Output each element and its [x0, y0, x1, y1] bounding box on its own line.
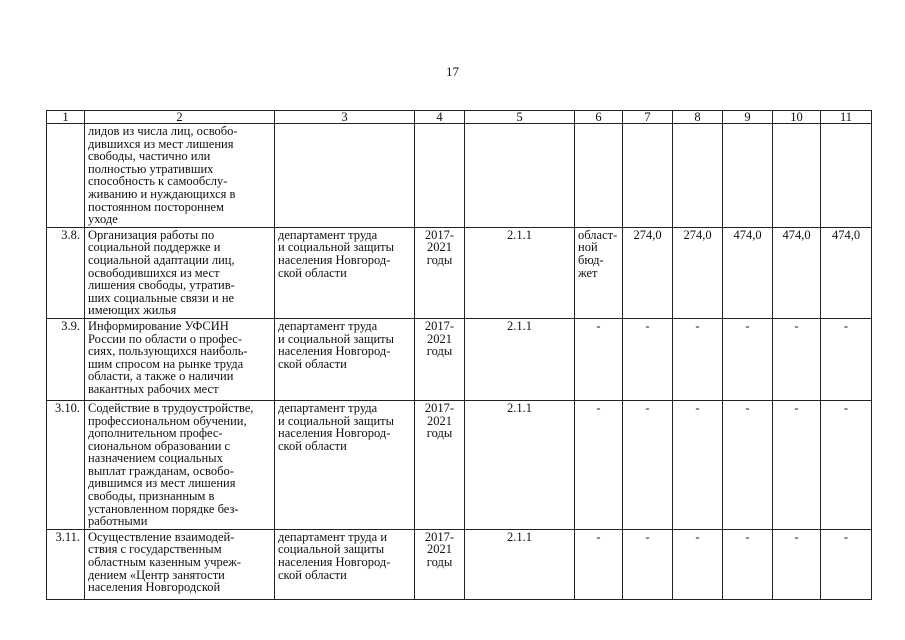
- value-col11: -: [821, 318, 872, 400]
- header-cell: 8: [673, 111, 723, 124]
- executor: департамент труда и социальной защиты населения Новгород- ской области: [275, 400, 415, 529]
- value-col7: [623, 124, 673, 228]
- header-cell: 6: [575, 111, 623, 124]
- value-col8: [673, 124, 723, 228]
- value-col10: -: [773, 318, 821, 400]
- table-row: [47, 529, 872, 599]
- task-ref: 2.1.1: [465, 529, 575, 599]
- value-col11: 474,0: [821, 227, 872, 318]
- funding-source: -: [575, 529, 623, 599]
- years: 2017- 2021 годы: [415, 529, 465, 599]
- value-col7: -: [623, 400, 673, 529]
- value-col10: -: [773, 400, 821, 529]
- task-ref: 2.1.1: [465, 227, 575, 318]
- header-cell: 11: [821, 111, 872, 124]
- funding-source: област- ной бюд- жет: [575, 227, 623, 318]
- value-col8: -: [673, 400, 723, 529]
- task-ref: [465, 124, 575, 228]
- value-col9: -: [723, 529, 773, 599]
- header-cell: 2: [85, 111, 275, 124]
- value-col8: 274,0: [673, 227, 723, 318]
- funding-source: [575, 124, 623, 228]
- measure-name: Информирование УФСИН России по области о профес- сиях, пользующихся наиболь- шим спросом на рынке труда области, а также о наличии вакантных рабочих мест: [85, 318, 275, 400]
- value-col9: -: [723, 400, 773, 529]
- executor: департамент труда и социальной защиты населения Новгород- ской области: [275, 318, 415, 400]
- row-number: 3.10.: [47, 400, 85, 529]
- table-row: [47, 227, 872, 318]
- program-table: [46, 110, 872, 600]
- funding-source: -: [575, 318, 623, 400]
- value-col11: -: [821, 400, 872, 529]
- measure-name: лидов из числа лиц, освобо- дившихся из мест лишения свободы, частично или полностью утративших способность к самообслу- живанию и нуждающихся в постоянном постороннем уходе: [85, 124, 275, 228]
- value-col10: 474,0: [773, 227, 821, 318]
- funding-source: -: [575, 400, 623, 529]
- value-col9: -: [723, 318, 773, 400]
- header-cell: 5: [465, 111, 575, 124]
- header-cell: 3: [275, 111, 415, 124]
- header-cell: 1: [47, 111, 85, 124]
- value-col11: -: [821, 529, 872, 599]
- value-col9: 474,0: [723, 227, 773, 318]
- years: 2017- 2021 годы: [415, 227, 465, 318]
- value-col8: -: [673, 529, 723, 599]
- executor: департамент труда и социальной защиты населения Новгород- ской области: [275, 529, 415, 599]
- years: [415, 124, 465, 228]
- table-row: [47, 124, 872, 228]
- row-number: 3.8.: [47, 227, 85, 318]
- table-row: [47, 400, 872, 529]
- measure-name: Осуществление взаимодей- ствия с государственным областным казенным учреж- дением «Центр занятости населения Новгородской: [85, 529, 275, 599]
- value-col9: [723, 124, 773, 228]
- executor: департамент труда и социальной защиты населения Новгород- ской области: [275, 227, 415, 318]
- value-col10: [773, 124, 821, 228]
- row-number: 3.9.: [47, 318, 85, 400]
- table-row: [47, 318, 872, 400]
- page-number: 17: [446, 64, 459, 79]
- value-col10: -: [773, 529, 821, 599]
- measure-name: Организация работы по социальной поддержке и социальной адаптации лиц, освободившихся из мест лишения свободы, утратив- ших социальные связи и не имеющих жилья: [85, 227, 275, 318]
- header-row: [47, 111, 872, 124]
- value-col7: 274,0: [623, 227, 673, 318]
- years: 2017- 2021 годы: [415, 318, 465, 400]
- value-col7: -: [623, 318, 673, 400]
- header-cell: 4: [415, 111, 465, 124]
- task-ref: 2.1.1: [465, 318, 575, 400]
- value-col11: [821, 124, 872, 228]
- executor: [275, 124, 415, 228]
- measure-name: Содействие в трудоустройстве, профессиональном обучении, дополнительном профес- сиональном образовании с назначением социальных выплат гражданам, освобо- дившимся из мест лишения свободы, признанным в установленном порядке без- работными: [85, 400, 275, 529]
- header-cell: 9: [723, 111, 773, 124]
- task-ref: 2.1.1: [465, 400, 575, 529]
- value-col8: -: [673, 318, 723, 400]
- header-cell: 7: [623, 111, 673, 124]
- header-cell: 10: [773, 111, 821, 124]
- years: 2017- 2021 годы: [415, 400, 465, 529]
- row-number: [47, 124, 85, 228]
- row-number: 3.11.: [47, 529, 85, 599]
- value-col7: -: [623, 529, 673, 599]
